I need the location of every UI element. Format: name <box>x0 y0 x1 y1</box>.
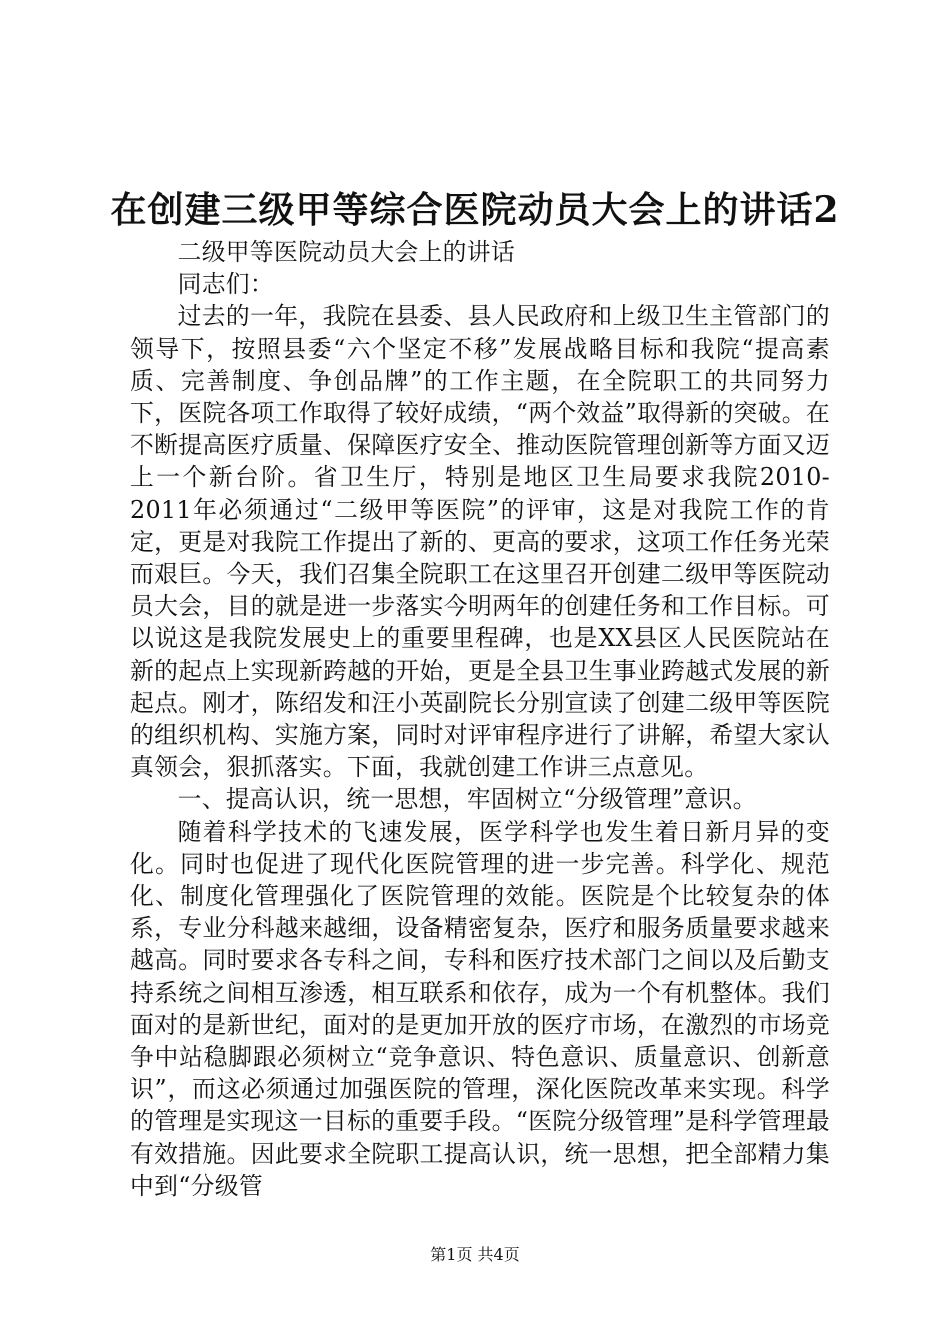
document-body <box>130 236 830 1202</box>
body-paragraph: 随着科学技术的飞速发展，医学科学也发生着日新月异的变化。同时也促进了现代化医院管理的进一步完善。科学化、规范化、制度化管理强化了医院管理的效能。医院是个比较复杂的体系，专业分科越来越细，设备精密复杂，医疗和服务质量要求越来越高。同时要求各专科之间，专科和医疗技术部门之间以及后勤支持系统之间相互渗透，相互联系和依存，成为一个有机整体。我们面对的是新世纪，面对的是更加开放的医疗市场，在激烈的市场竞争中站稳脚跟必须树立“竞争意识、特色意识、质量意识、创新意识”，而这必须通过加强医院的管理，深化医院改革来实现。科学的管理是实现这一目标的重要手段。“医院分级管理”是科学管理最有效措施。因此要求全院职工提高认识，统一思想，把全部精力集中到“分级管 <box>130 817 830 1200</box>
document-title: 在创建三级甲等综合医院动员大会上的讲话2 <box>110 189 840 231</box>
page-number-footer: 第1页 共4页 <box>430 1245 520 1264</box>
subtitle-paragraph: 二级甲等医院动员大会上的讲话 <box>177 238 515 266</box>
section-heading: 一、提高认识，统一思想，牢固树立“分级管理”意识。 <box>177 785 757 814</box>
salutation-paragraph: 同志们： <box>177 270 274 299</box>
body-paragraph: 过去的一年，我院在县委、县人民政府和上级卫生主管部门的领导下，按照县委“六个坚定不移”发展战略目标和我院“提高素质、完善制度、争创品牌”的工作主题，在全院职工的共同努力下，医院各项工作取得了较好成绩，“两个效益”取得新的突破。在不断提高医疗质量、保障医疗安全、推动医院管理创新等方面又迈上一个新台阶。省卫生厅，特别是地区卫生局要求我院2010-2011年必须通过“二级甲等医院”的评审，这是对我院工作的肯定，更是对我院工作提出了新的、更高的要求，这项工作任务光荣而艰巨。今天，我们召集全院职工在这里召开创建二级甲等医院动员大会，目的就是进一步落实今明两年的创建任务和工作目标。可以说这是我院发展史上的重要里程碑，也是XX县区人民医院站在新的起点上实现新跨越的开始，更是全县卫生事业跨越式发展的新起点。刚才，陈绍发和汪小英副院长分别宣读了创建二级甲等医院的组织机构、实施方案，同时对评审程序进行了讲解，希望大家认真领会，狠抓落实。下面，我就创建工作讲三点意见。 <box>130 302 830 782</box>
